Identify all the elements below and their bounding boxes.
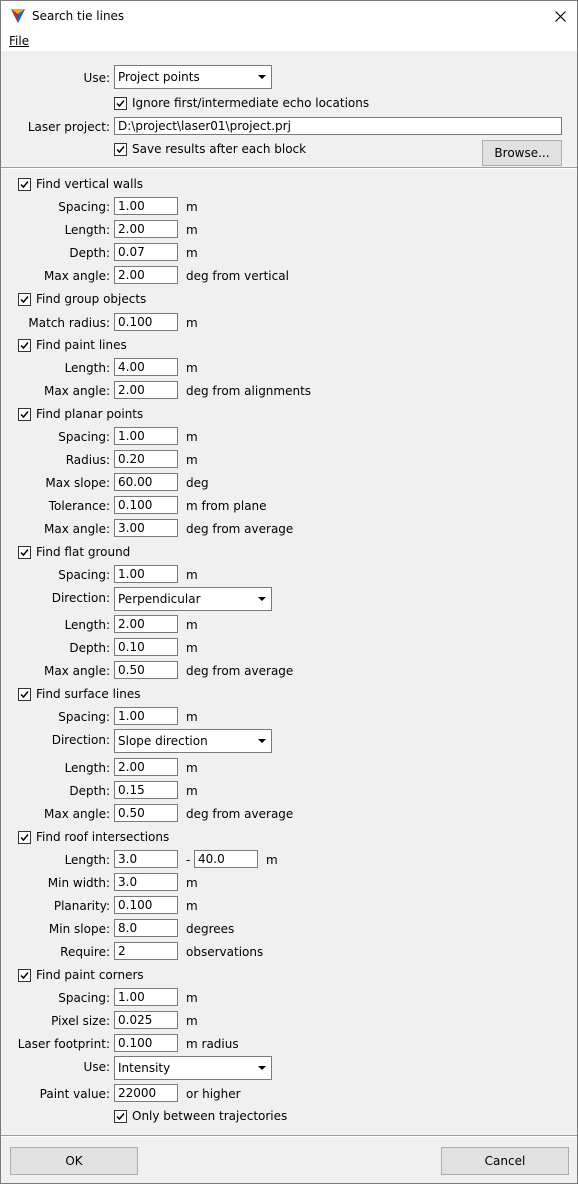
laser-project-input[interactable]: D:\project\laser01\project.prj bbox=[114, 117, 562, 135]
pp-max-angle-input[interactable]: 3.00 bbox=[114, 519, 178, 537]
checkmark-icon bbox=[116, 145, 125, 154]
pc-laser-footprint-input[interactable]: 0.100 bbox=[114, 1034, 178, 1052]
divider bbox=[1, 1135, 577, 1137]
ri-min-slope-input[interactable]: 8.0 bbox=[114, 919, 178, 937]
sl-depth-unit: m bbox=[186, 784, 198, 798]
vw-max-angle-label: Max angle: bbox=[44, 269, 110, 283]
checkmark-icon bbox=[20, 341, 29, 350]
ok-button[interactable]: OK bbox=[10, 1147, 138, 1175]
sl-direction-select[interactable] bbox=[114, 729, 272, 753]
sl-depth-input[interactable]: 0.15 bbox=[114, 781, 178, 799]
sl-max-angle-unit: deg from average bbox=[186, 807, 294, 821]
checkmark-icon bbox=[20, 833, 29, 842]
use-select-value: Project points bbox=[118, 70, 200, 84]
pl-max-angle-label: Max angle: bbox=[44, 384, 110, 398]
vw-length-unit: m bbox=[186, 223, 198, 237]
ri-require-unit: observations bbox=[186, 945, 264, 959]
chevron-down-icon bbox=[256, 1062, 268, 1074]
sl-spacing-label: Spacing: bbox=[58, 710, 110, 724]
fg-length-label: Length: bbox=[64, 618, 110, 632]
menu-bar bbox=[1, 31, 577, 51]
pc-pixel-size-label: Pixel size: bbox=[51, 1014, 110, 1028]
ri-min-width-unit: m bbox=[186, 876, 198, 890]
chevron-down-icon bbox=[256, 735, 268, 747]
pp-spacing-input[interactable]: 1.00 bbox=[114, 427, 178, 445]
close-icon bbox=[555, 11, 566, 22]
ri-require-label: Require: bbox=[60, 945, 110, 959]
find-vertical-walls-label: Find vertical walls bbox=[36, 177, 144, 191]
pc-pixel-size-unit: m bbox=[186, 1014, 198, 1028]
pl-length-label: Length: bbox=[64, 361, 110, 375]
checkmark-icon bbox=[20, 295, 29, 304]
vw-max-angle-unit: deg from vertical bbox=[186, 269, 289, 283]
fg-direction-label: Direction: bbox=[51, 591, 110, 605]
pp-max-angle-unit: deg from average bbox=[186, 522, 294, 536]
fg-max-angle-unit: deg from average bbox=[186, 664, 294, 678]
menu-file[interactable]: File bbox=[9, 34, 30, 48]
go-match-radius-unit: m bbox=[186, 316, 198, 330]
sl-max-angle-input[interactable]: 0.50 bbox=[114, 804, 178, 822]
pp-spacing-unit: m bbox=[186, 430, 198, 444]
pp-radius-label: Radius: bbox=[65, 453, 110, 467]
ri-min-slope-unit: degrees bbox=[186, 922, 235, 936]
find-planar-points-label: Find planar points bbox=[36, 407, 144, 421]
find-paint-lines-label: Find paint lines bbox=[36, 338, 127, 352]
pp-tolerance-label: Tolerance: bbox=[48, 499, 110, 513]
pp-spacing-label: Spacing: bbox=[58, 430, 110, 444]
ri-min-width-input[interactable]: 3.0 bbox=[114, 873, 178, 891]
ri-min-width-label: Min width: bbox=[47, 876, 110, 890]
pc-spacing-unit: m bbox=[186, 991, 198, 1005]
pp-max-slope-unit: deg bbox=[186, 476, 209, 490]
fg-spacing-input[interactable]: 1.00 bbox=[114, 565, 178, 583]
sl-depth-label: Depth: bbox=[69, 784, 110, 798]
laser-project-label: Laser project: bbox=[27, 120, 110, 134]
pp-radius-unit: m bbox=[186, 453, 198, 467]
fg-depth-unit: m bbox=[186, 641, 198, 655]
pc-use-select[interactable] bbox=[114, 1056, 272, 1080]
ri-min-slope-label: Min slope: bbox=[48, 922, 110, 936]
sl-spacing-unit: m bbox=[186, 710, 198, 724]
fg-length-input[interactable]: 2.00 bbox=[114, 615, 178, 633]
pp-max-angle-label: Max angle: bbox=[44, 522, 110, 536]
close-button[interactable] bbox=[543, 1, 577, 31]
chevron-down-icon bbox=[256, 71, 268, 83]
app-logo-icon bbox=[10, 8, 26, 24]
fg-max-angle-input[interactable]: 0.50 bbox=[114, 661, 178, 679]
checkmark-icon bbox=[20, 548, 29, 557]
checkmark-icon bbox=[20, 410, 29, 419]
pc-paint-value-input[interactable]: 22000 bbox=[114, 1084, 178, 1102]
sl-direction-value: Slope direction bbox=[118, 734, 208, 748]
find-group-objects-label: Find group objects bbox=[36, 292, 147, 306]
ri-length-min-input[interactable]: 3.0 bbox=[114, 850, 178, 868]
vw-depth-unit: m bbox=[186, 246, 198, 260]
chevron-down-icon bbox=[256, 593, 268, 605]
checkmark-icon bbox=[20, 971, 29, 980]
find-surface-lines-label: Find surface lines bbox=[36, 687, 141, 701]
pc-paint-value-label: Paint value: bbox=[39, 1087, 110, 1101]
vw-max-angle-input[interactable]: 2.00 bbox=[114, 266, 178, 284]
title-bar bbox=[1, 1, 577, 31]
pc-use-label: Use: bbox=[83, 1060, 110, 1074]
pp-tolerance-input[interactable]: 0.100 bbox=[114, 496, 178, 514]
ri-require-input[interactable]: 2 bbox=[114, 942, 178, 960]
fg-direction-select[interactable] bbox=[114, 587, 272, 611]
ignore-echo-label: Ignore first/intermediate echo locations bbox=[132, 96, 370, 110]
fg-max-angle-label: Max angle: bbox=[44, 664, 110, 678]
pc-paint-value-unit: or higher bbox=[186, 1087, 241, 1101]
cancel-button[interactable]: Cancel bbox=[441, 1147, 569, 1175]
checkmark-icon bbox=[116, 1112, 125, 1121]
save-results-label: Save results after each block bbox=[132, 142, 307, 156]
pc-pixel-size-input[interactable]: 0.025 bbox=[114, 1011, 178, 1029]
vw-spacing-input[interactable]: 1.00 bbox=[114, 197, 178, 215]
sl-max-angle-label: Max angle: bbox=[44, 807, 110, 821]
go-match-radius-label: Match radius: bbox=[28, 316, 110, 330]
ri-planarity-unit: m bbox=[186, 899, 198, 913]
pl-length-input[interactable]: 4.00 bbox=[114, 358, 178, 376]
vw-length-input[interactable]: 2.00 bbox=[114, 220, 178, 238]
browse-button[interactable]: Browse... bbox=[482, 140, 562, 166]
only-between-trajectories-label: Only between trajectories bbox=[132, 1109, 288, 1123]
fg-depth-label: Depth: bbox=[69, 641, 110, 655]
pl-max-angle-unit: deg from alignments bbox=[186, 384, 312, 398]
sl-direction-label: Direction: bbox=[51, 733, 110, 747]
go-match-radius-input[interactable]: 0.100 bbox=[114, 313, 178, 331]
vw-depth-label: Depth: bbox=[69, 246, 110, 260]
ri-planarity-label: Planarity: bbox=[53, 899, 110, 913]
pp-radius-input[interactable]: 0.20 bbox=[114, 450, 178, 468]
vw-depth-input[interactable]: 0.07 bbox=[114, 243, 178, 261]
vw-spacing-label: Spacing: bbox=[58, 200, 110, 214]
divider bbox=[1, 167, 577, 169]
fg-length-unit: m bbox=[186, 618, 198, 632]
checkmark-icon bbox=[20, 180, 29, 189]
find-flat-ground-label: Find flat ground bbox=[36, 545, 131, 559]
pp-max-slope-label: Max slope: bbox=[45, 476, 110, 490]
sl-length-unit: m bbox=[186, 761, 198, 775]
window-title: Search tie lines bbox=[32, 9, 125, 23]
use-label: Use: bbox=[83, 71, 110, 85]
pc-laser-footprint-unit: m radius bbox=[186, 1037, 239, 1051]
pc-use-value: Intensity bbox=[118, 1061, 171, 1075]
pp-tolerance-unit: m from plane bbox=[186, 499, 267, 513]
pc-spacing-input[interactable]: 1.00 bbox=[114, 988, 178, 1006]
ri-planarity-input[interactable]: 0.100 bbox=[114, 896, 178, 914]
ri-length-label: Length: bbox=[64, 853, 110, 867]
sl-length-input[interactable]: 2.00 bbox=[114, 758, 178, 776]
vw-length-label: Length: bbox=[64, 223, 110, 237]
sl-spacing-input[interactable]: 1.00 bbox=[114, 707, 178, 725]
pc-spacing-label: Spacing: bbox=[58, 991, 110, 1005]
fg-spacing-unit: m bbox=[186, 568, 198, 582]
find-roof-intersections-label: Find roof intersections bbox=[36, 830, 170, 844]
pp-max-slope-input[interactable]: 60.00 bbox=[114, 473, 178, 491]
ri-length-max-input[interactable]: 40.0 bbox=[194, 850, 258, 868]
vw-spacing-unit: m bbox=[186, 200, 198, 214]
sl-length-label: Length: bbox=[64, 761, 110, 775]
pc-laser-footprint-label: Laser footprint: bbox=[17, 1037, 110, 1051]
pl-max-angle-input[interactable]: 2.00 bbox=[114, 381, 178, 399]
checkmark-icon bbox=[20, 690, 29, 699]
ri-length-dash: - bbox=[186, 853, 191, 867]
fg-spacing-label: Spacing: bbox=[58, 568, 110, 582]
use-select[interactable] bbox=[114, 65, 272, 89]
fg-direction-value: Perpendicular bbox=[118, 592, 201, 606]
pl-length-unit: m bbox=[186, 361, 198, 375]
checkmark-icon bbox=[116, 99, 125, 108]
ri-length-unit: m bbox=[266, 853, 278, 867]
fg-depth-input[interactable]: 0.10 bbox=[114, 638, 178, 656]
find-paint-corners-label: Find paint corners bbox=[36, 968, 144, 982]
